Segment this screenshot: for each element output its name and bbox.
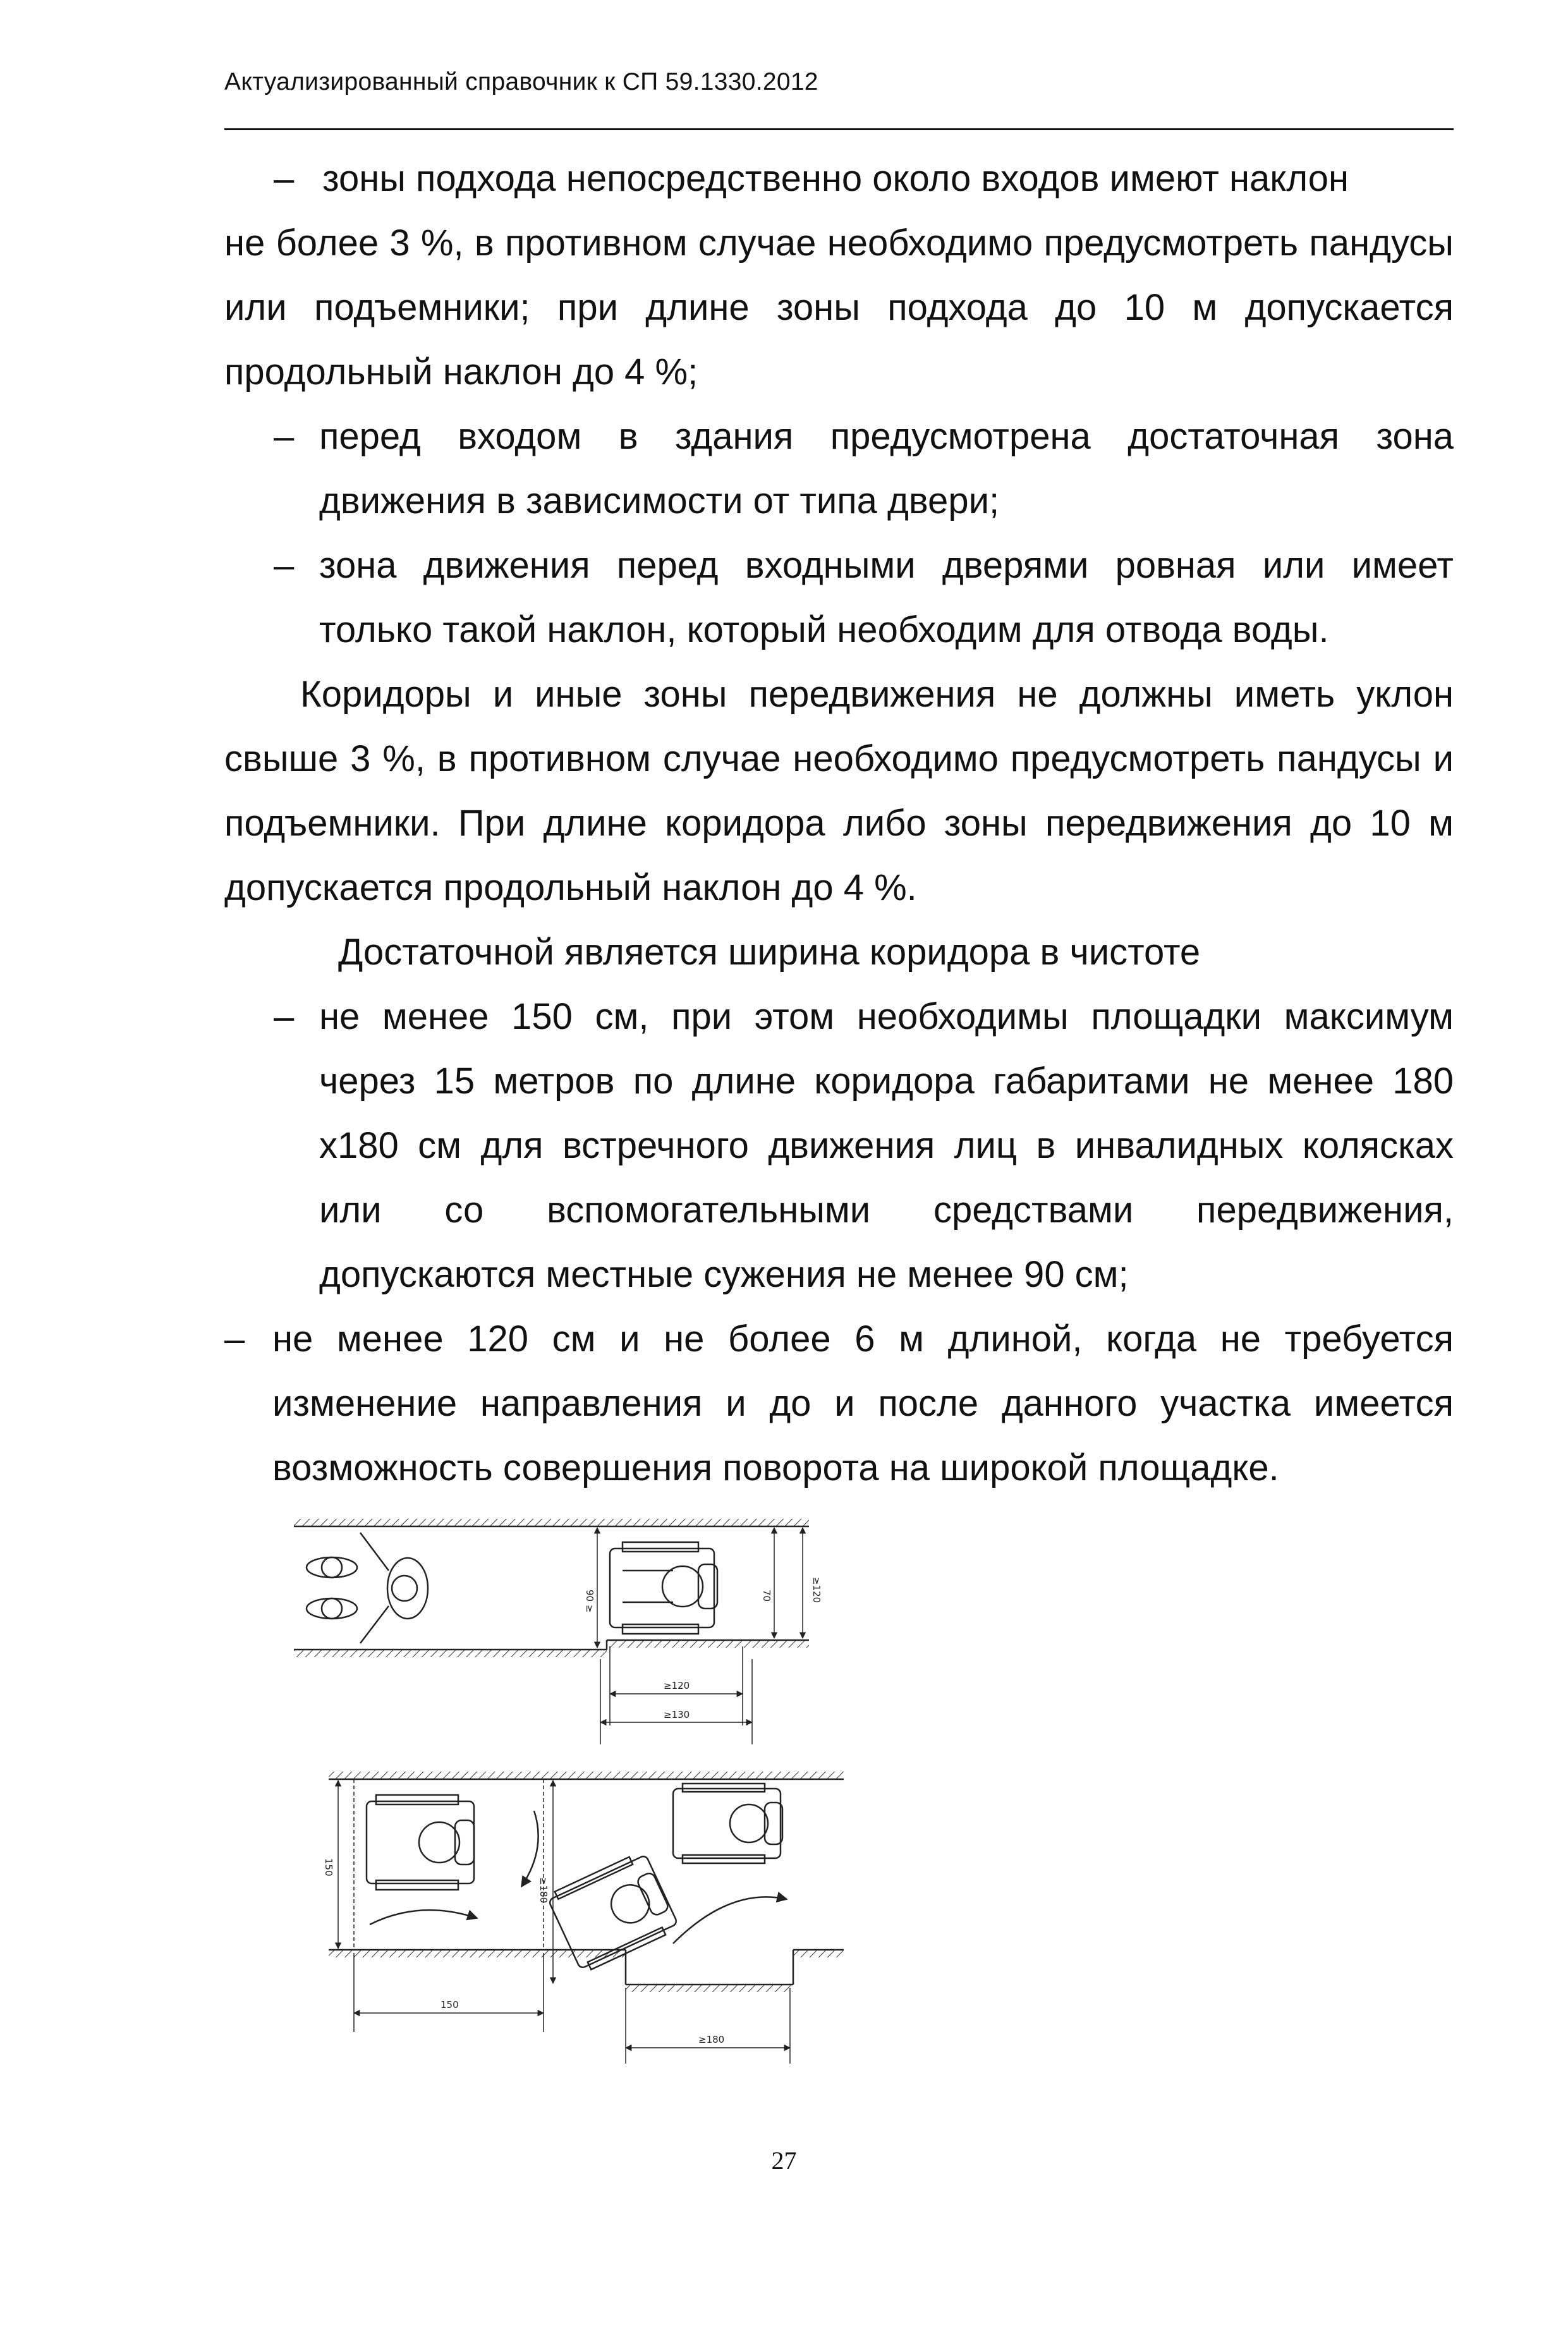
list-dash: – xyxy=(274,158,295,199)
top-dimensions xyxy=(597,1528,803,1744)
list-dash: – xyxy=(274,545,295,586)
list-dash: – xyxy=(224,1318,245,1360)
dim-180-vertical: ≥180 xyxy=(538,1877,549,1904)
person-with-crutches xyxy=(360,1533,428,1643)
wall-hatch-top xyxy=(294,1519,809,1526)
dim-150-vertical: 150 xyxy=(323,1858,334,1877)
dim-180-horizontal: ≥180 xyxy=(698,2034,725,2045)
list-item-120cm xyxy=(224,1307,1454,1500)
wheelchair-user-parked xyxy=(673,1784,782,1863)
list-item-entrance-zone xyxy=(224,405,1454,533)
dim-70: 70 xyxy=(761,1590,772,1602)
list-item-150cm xyxy=(224,985,1454,1307)
wheelchair-user-top xyxy=(610,1542,717,1634)
page-number: 27 xyxy=(771,2146,797,2175)
list-dash: – xyxy=(274,996,295,1037)
dim-120-vertical: ≥120 xyxy=(811,1577,822,1603)
list-item-text: перед входом в здания предусмотрена достаточная зона движения в зависимости от типа двери; xyxy=(319,416,1454,521)
list-item-approach-zone xyxy=(224,147,1454,405)
list-item-continuation: не более 3 %, в противном случае необходимо предусмотреть пандусы или подъемники; при длине зоны подхода до 10 м допускается продольный наклон до 4 %; xyxy=(224,222,1454,392)
bottom-dimensions xyxy=(338,1780,790,2064)
running-header: Актуализированный справочник к СП 59.1330.2012 xyxy=(224,68,818,95)
wall-hatch-bottom xyxy=(294,1650,607,1657)
movement-arrow xyxy=(673,1897,787,1943)
paragraph-corridor-width: Достаточной является ширина коридора в чистоте xyxy=(338,932,1201,973)
list-item-text: не менее 120 см и не более 6 м длиной, когда не требуется изменение направления и до и после данного участка имеется возможность совершения поворота на широкой площадке. xyxy=(272,1318,1454,1488)
list-dash: – xyxy=(274,416,295,457)
corridor-diagram xyxy=(294,1507,888,2348)
dim-130: ≥130 xyxy=(664,1709,690,1720)
pedestrians-passing xyxy=(307,1557,357,1619)
list-item-door-zone xyxy=(224,533,1454,662)
page-body xyxy=(224,147,1454,1500)
list-item-text: зона движения перед входными дверями ровная или имеет только такой наклон, который необходим для отвода воды. xyxy=(319,545,1454,650)
list-item-first-line: зоны подхода непосредственно около входов имеют наклон xyxy=(322,158,1349,199)
dim-150-horizontal: 150 xyxy=(441,1999,459,2010)
dim-90: 90 ≥ xyxy=(584,1590,595,1613)
top-corridor-figure xyxy=(294,1519,809,1657)
bottom-corridor-figure xyxy=(329,1772,844,1992)
paragraph-corridors: Коридоры и иные зоны передвижения не должны иметь уклон свыше 3 %, в противном случае необходимо предусмотреть пандусы и подъемники. При длине коридора либо зоны передвижения до 10 м допускается продольный наклон до 4 %. xyxy=(224,674,1454,908)
dim-120-horizontal: ≥120 xyxy=(664,1680,690,1691)
header-rule xyxy=(224,128,1454,130)
wheelchair-user-turning-left xyxy=(367,1795,538,1925)
list-item-text: не менее 150 см, при этом необходимы площадки максимум через 15 метров по длине коридора габаритами не менее 180 х180 см для встречного движения лиц в инвалидных колясках или со вспомогательными средствами передвижения, допускаются местные сужения не менее 90 см; xyxy=(319,996,1454,1295)
